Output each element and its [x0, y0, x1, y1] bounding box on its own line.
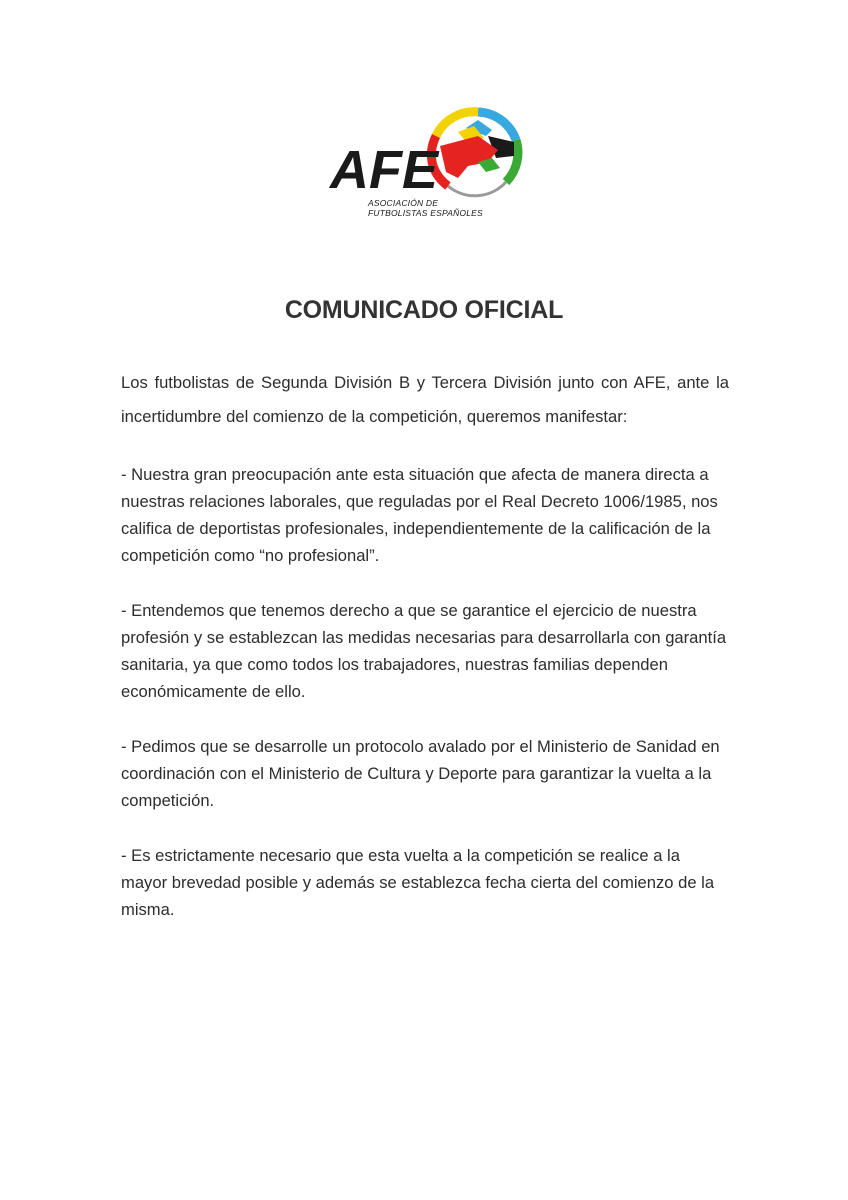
logo-subtitle	[368, 198, 483, 218]
point-4-paragraph: - Es estrictamente necesario que esta vuelta a la competición se realice a la mayor brevedad posible y además se establezca fecha cierta del comienzo de la misma.	[121, 846, 715, 919]
logo-subtitle-line2: FUTBOLISTAS ESPAÑOLES	[368, 208, 483, 218]
logo-hands	[440, 120, 514, 178]
point-2-paragraph: - Entendemos que tenemos derecho a que se garantice el ejercicio de nuestra profesión y se establezcan las medidas necesarias para desarrollarla con garantía sanitaria, ya que como todos los trabajadores, nuestras familias dependen económicamente de ello.	[121, 601, 727, 701]
page-title: COMUNICADO OFICIAL	[284, 296, 564, 324]
logo-subtitle-line1: ASOCIACIÓN DE	[368, 198, 439, 208]
logo-wordmark: AFE	[330, 140, 438, 200]
point-3-paragraph: - Pedimos que se desarrolle un protocolo avalado por el Ministerio de Sanidad en coordinación con el Ministerio de Cultura y Deporte para garantizar la vuelta a la competición.	[121, 737, 720, 810]
point-1-paragraph: - Nuestra gran preocupación ante esta situación que afecta de manera directa a nuestras relaciones laborales, que reguladas por el Real Decreto 1006/1985, nos califica de deportistas profesionales, independientemente de la calificación de la competición como “no profesional”.	[121, 465, 718, 565]
intro-paragraph: Los futbolistas de Segunda División B y Tercera División junto con AFE, ante la incertidumbre del comienzo de la competición, queremos manifestar:	[121, 373, 729, 426]
